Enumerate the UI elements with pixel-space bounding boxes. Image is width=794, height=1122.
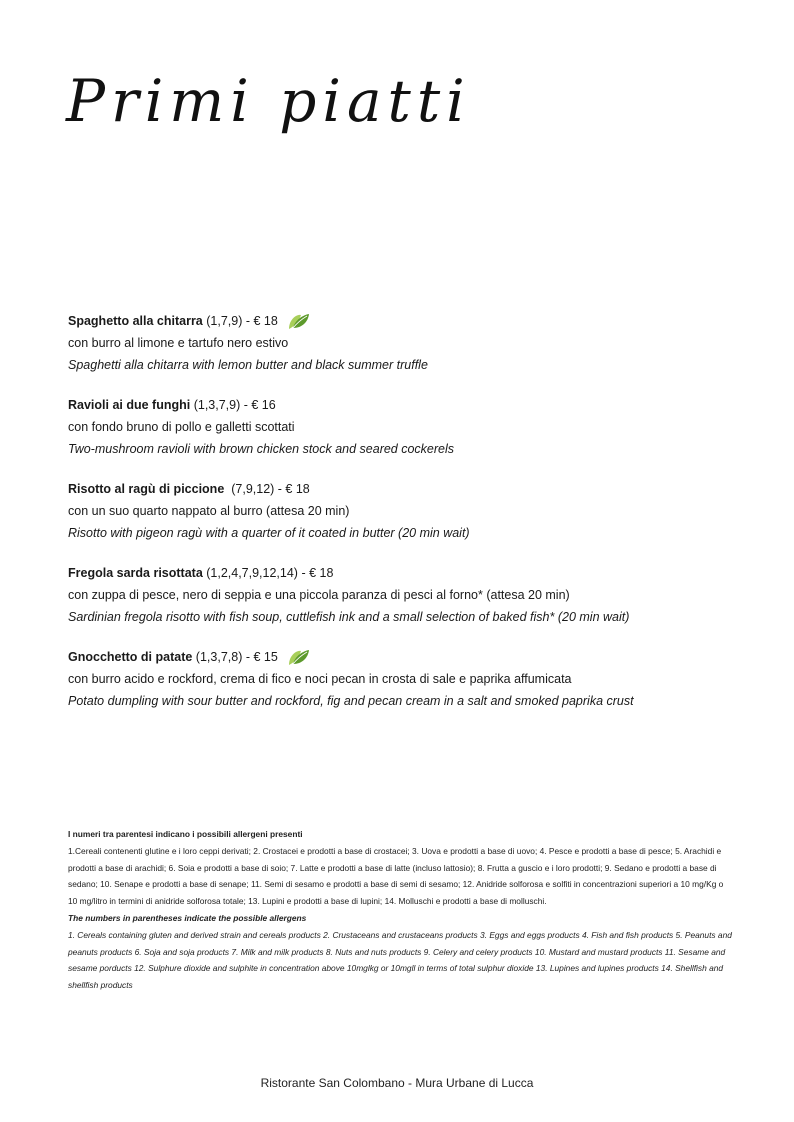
dish-item bbox=[68, 310, 758, 394]
dish-allergens-price: (1,3,7,8) - € 15 bbox=[192, 650, 278, 664]
dish-item bbox=[68, 646, 758, 730]
dish-item bbox=[68, 394, 758, 478]
dish-allergens-price: (1,2,4,7,9,12,14) - € 18 bbox=[202, 566, 334, 580]
allergen-notes bbox=[68, 826, 734, 994]
dish-list bbox=[68, 310, 758, 730]
dish-item bbox=[68, 478, 758, 562]
allergen-title-it: I numeri tra parentesi indicano i possibili allergeni presenti bbox=[68, 829, 303, 839]
allergen-list-en: 1. Cereals containing gluten and derived strain and cereals products 2. Crustaceans and crustaceans products 3. Eggs and eggs products 4. Fish and fish products 5. Peanuts and peanuts products 6. Soja and soja products 7. Milk and milk products 8. Nuts and nuts products 9. Celery and celery products 10. Mustard and mustard products 11. Sesame and sesame porducts 12. Sulphure dioxide and sulphite in concentration above 10mglkg or 10mgll in terms of total sulphur dioxide 13. Lupines and lupines products 14. Shellfish and shellfish products bbox=[68, 929, 732, 991]
dish-description-en: Risotto with pigeon ragù with a quarter of it coated in butter (20 min wait) bbox=[68, 526, 470, 540]
allergen-list-it: 1.Cereali contenenti glutine e i loro ceppi derivati; 2. Crostacei e prodotti a base di crostacei; 3. Uova e prodotti a base di uovo; 4. Pesce e prodotti a base di pesce; 5. Arachidi e prodotti a base di arachidi; 6. Soia e prodotti a base di soio; 7. Latte e prodotti a base di latte (incluso lattosio); 8. Frutta a guscio e i loro prodotti; 9. Sedano e prodotti a base di sedano; 10. Senape e prodotti a base di senape; 11. Semi di sesamo e prodotti a base di semi di sesamo; 12. Anidride solforosa e solfiti in concentrazioni superiori a 10 mg/Kg o 10 mg/litro in termini di anidride solforosa totale; 13. Lupini e prodotti a base di lupini; 14. Molluschi e prodotti a base di molluschi. bbox=[68, 845, 724, 907]
dish-description-it: con fondo bruno di pollo e galletti scottati bbox=[68, 420, 295, 434]
dish-description-en: Spaghetti alla chitarra with lemon butter and black summer truffle bbox=[68, 358, 428, 372]
dish-name: Gnocchetto di patate bbox=[68, 650, 193, 664]
dish-name: Spaghetto alla chitarra bbox=[68, 314, 203, 328]
dish-allergens-price: (1,7,9) - € 18 bbox=[202, 314, 278, 328]
dish-description-it: con burro al limone e tartufo nero estivo bbox=[68, 336, 289, 350]
dish-description-it: con zuppa di pesce, nero di seppia e una piccola paranza di pesci al forno* (attesa 20 min) bbox=[68, 588, 570, 602]
allergen-title-en: The numbers in parentheses indicate the possible allergens bbox=[68, 912, 307, 923]
footer-restaurant-name: Ristorante San Colombano - Mura Urbane di Lucca bbox=[260, 1076, 534, 1090]
leaf-icon bbox=[287, 647, 311, 667]
dish-description-en: Sardinian fregola risotto with fish soup, cuttlefish ink and a small selection of baked fish* (20 min wait) bbox=[68, 610, 630, 624]
dish-description-it: con un suo quarto nappato al burro (attesa 20 min) bbox=[68, 504, 350, 518]
dish-name: Ravioli ai due funghi bbox=[68, 398, 191, 412]
dish-name: Risotto al ragù di piccione bbox=[68, 482, 225, 496]
dish-allergens-price: (7,9,12) - € 18 bbox=[224, 482, 310, 496]
dish-description-en: Two-mushroom ravioli with brown chicken stock and seared cockerels bbox=[68, 442, 455, 456]
dish-item bbox=[68, 562, 758, 646]
dish-allergens-price: (1,3,7,9) - € 16 bbox=[190, 398, 276, 412]
dish-description-it: con burro acido e rockford, crema di fico e noci pecan in crosta di sale e paprika affumicata bbox=[68, 672, 572, 686]
leaf-icon bbox=[287, 311, 311, 331]
dish-description-en: Potato dumpling with sour butter and rockford, fig and pecan cream in a salt and smoked paprika crust bbox=[68, 694, 634, 708]
page-title: Primi piatti bbox=[66, 67, 471, 135]
dish-name: Fregola sarda risottata bbox=[68, 566, 203, 580]
